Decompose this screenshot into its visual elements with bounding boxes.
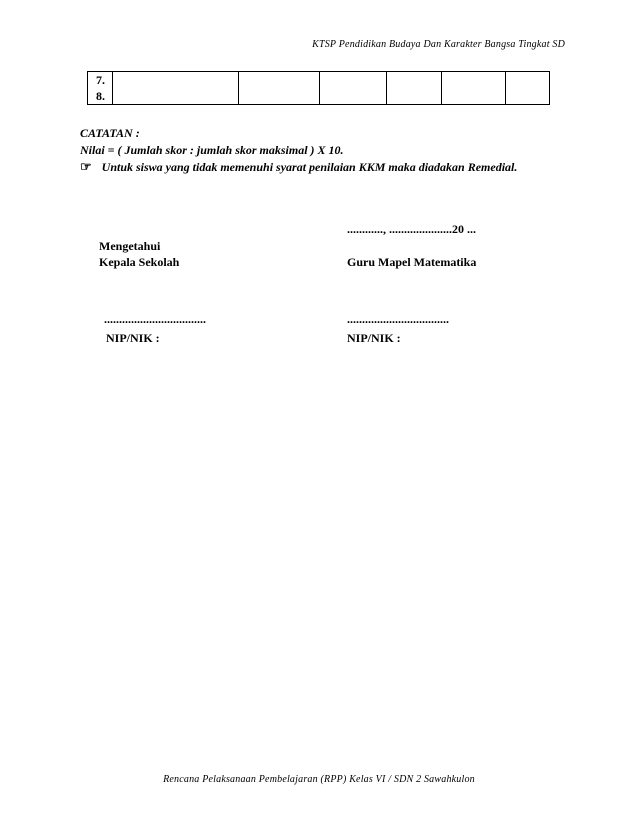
guru-mapel-label: Guru Mapel Matematika <box>347 255 477 269</box>
grade-table <box>87 71 550 105</box>
score-formula: Nilai = ( Jumlah skor : jumlah skor maksimal ) X 10. <box>80 143 344 157</box>
table-cell <box>506 72 550 105</box>
hand-pointing-right-icon: ☞ <box>80 159 92 174</box>
table-cell <box>320 72 387 105</box>
mengetahui-label: Mengetahui <box>99 239 161 253</box>
right-signature-line: .................................. <box>347 312 449 326</box>
row-number-cell <box>88 72 113 105</box>
kepala-sekolah-label: Kepala Sekolah <box>99 255 180 269</box>
table-cell <box>113 72 239 105</box>
remedial-text: Untuk siswa yang tidak memenuhi syarat penilaian KKM maka diadakan Remedial. <box>101 159 518 174</box>
page-footer: Rencana Pelaksanaan Pembelajaran (RPP) Kelas VI / SDN 2 Sawahkulon <box>163 774 475 785</box>
left-signature-line: .................................. <box>104 312 206 326</box>
remedial-note <box>80 159 517 175</box>
catatan-title: CATATAN : <box>80 126 140 140</box>
table-cell <box>442 72 506 105</box>
page-header: KTSP Pendidikan Budaya Dan Karakter Bangsa Tingkat SD <box>312 39 565 50</box>
table-cell <box>239 72 320 105</box>
row-number-7: 7. <box>96 73 105 87</box>
left-nip-label: NIP/NIK : <box>106 331 160 345</box>
date-line: ............, .....................20 ... <box>347 222 476 236</box>
row-number-8: 8. <box>96 89 105 103</box>
table-row <box>88 72 550 105</box>
table-cell <box>387 72 442 105</box>
right-nip-label: NIP/NIK : <box>347 331 401 345</box>
